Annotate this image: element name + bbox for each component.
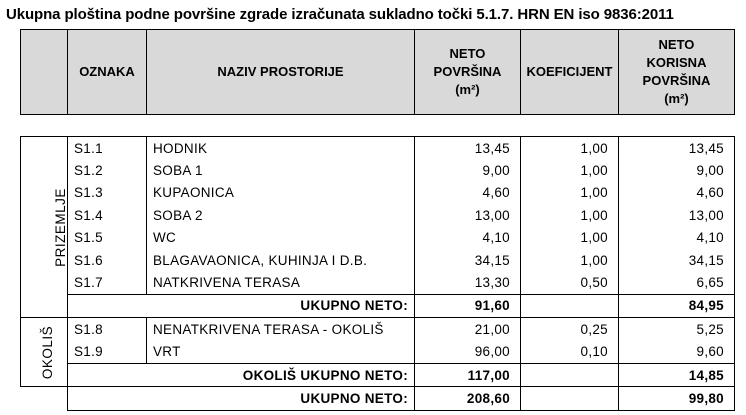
- coefficient: 0,25: [521, 318, 619, 341]
- header-neto-povrsina: NETO POVRŠINA (m²): [415, 30, 521, 115]
- coefficient: 0,10: [521, 341, 619, 364]
- table-row: [21, 159, 735, 181]
- coefficient: 1,00: [521, 227, 619, 249]
- header-korisna-povrsina: NETO KORISNA POVRŠINA (m²): [619, 30, 735, 115]
- coefficient: 1,00: [521, 182, 619, 204]
- usable-area: 4,60: [619, 182, 735, 204]
- net-area: 34,15: [415, 249, 521, 271]
- coefficient: 1,00: [521, 137, 619, 160]
- coefficient: 1,00: [521, 249, 619, 271]
- grand-total-row: [21, 387, 735, 410]
- room-name: SOBA 2: [147, 204, 415, 226]
- header-naziv: NAZIV PROSTORIJE: [147, 30, 415, 115]
- header-blank-cell: [21, 30, 68, 115]
- table-row: [21, 182, 735, 204]
- total-net-area: 91,60: [415, 294, 521, 317]
- coefficient: 1,00: [521, 159, 619, 181]
- section-total-row: [21, 363, 735, 386]
- section-label-cell: [21, 318, 68, 387]
- net-area: 9,00: [415, 159, 521, 181]
- room-code: S1.1: [68, 137, 147, 160]
- header-koeficijent: KOEFICIJENT: [521, 30, 619, 115]
- usable-area: 4,10: [619, 227, 735, 249]
- usable-area: 9,00: [619, 159, 735, 181]
- table-header: [20, 29, 735, 115]
- total-usable-area: 14,85: [619, 363, 735, 386]
- total-label: UKUPNO NETO:: [68, 294, 415, 317]
- room-name: HODNIK: [147, 137, 415, 160]
- usable-area: 13,00: [619, 204, 735, 226]
- total-net-area: 117,00: [415, 363, 521, 386]
- room-name: SOBA 1: [147, 159, 415, 181]
- net-area: 13,00: [415, 204, 521, 226]
- net-area: 4,10: [415, 227, 521, 249]
- room-name: WC: [147, 227, 415, 249]
- net-area: 96,00: [415, 341, 521, 364]
- usable-area: 6,65: [619, 271, 735, 294]
- table-row: [21, 341, 735, 364]
- total-blank: [521, 294, 619, 317]
- grand-total-usable-area: 99,80: [619, 387, 735, 410]
- usable-area: 9,60: [619, 341, 735, 364]
- table-row: [21, 137, 735, 160]
- room-name: KUPAONICA: [147, 182, 415, 204]
- room-code: S1.5: [68, 227, 147, 249]
- coefficient: 0,50: [521, 271, 619, 294]
- table-row: [21, 318, 735, 341]
- net-area: 13,30: [415, 271, 521, 294]
- net-area: 13,45: [415, 137, 521, 160]
- room-name: BLAGAVAONICA, KUHINJA I D.B.: [147, 249, 415, 271]
- grand-total-blank-2: [521, 387, 619, 410]
- net-area: 21,00: [415, 318, 521, 341]
- room-name: NATKRIVENA TERASA: [147, 271, 415, 294]
- room-code: S1.3: [68, 182, 147, 204]
- coefficient: 1,00: [521, 204, 619, 226]
- room-name: NENATKRIVENA TERASA - OKOLIŠ: [147, 318, 415, 341]
- table-row: [21, 271, 735, 294]
- net-area: 4,60: [415, 182, 521, 204]
- area-table: [20, 136, 735, 411]
- header-oznaka: OZNAKA: [68, 30, 147, 115]
- room-code: S1.2: [68, 159, 147, 181]
- room-code: S1.4: [68, 204, 147, 226]
- room-code: S1.8: [68, 318, 147, 341]
- total-label: OKOLIŠ UKUPNO NETO:: [68, 363, 415, 386]
- section-label: OKOLIŠ: [40, 325, 56, 379]
- room-code: S1.6: [68, 249, 147, 271]
- grand-total-label: UKUPNO NETO:: [68, 387, 415, 410]
- grand-total-net-area: 208,60: [415, 387, 521, 410]
- usable-area: 5,25: [619, 318, 735, 341]
- table-row: [21, 249, 735, 271]
- page-title: Ukupna ploština podne površine zgrade izračunata sukladno točki 5.1.7. HRN EN iso 9836:2011: [6, 6, 674, 23]
- section-label-cell: [21, 137, 68, 318]
- usable-area: 34,15: [619, 249, 735, 271]
- grand-total-blank: [21, 387, 68, 410]
- room-code: S1.9: [68, 341, 147, 364]
- table-row: [21, 204, 735, 226]
- room-name: VRT: [147, 341, 415, 364]
- usable-area: 13,45: [619, 137, 735, 160]
- section-label: PRIZEMLJE: [52, 187, 68, 267]
- section-total-row: [21, 294, 735, 317]
- total-blank: [521, 363, 619, 386]
- room-code: S1.7: [68, 271, 147, 294]
- table-row: [21, 227, 735, 249]
- total-usable-area: 84,95: [619, 294, 735, 317]
